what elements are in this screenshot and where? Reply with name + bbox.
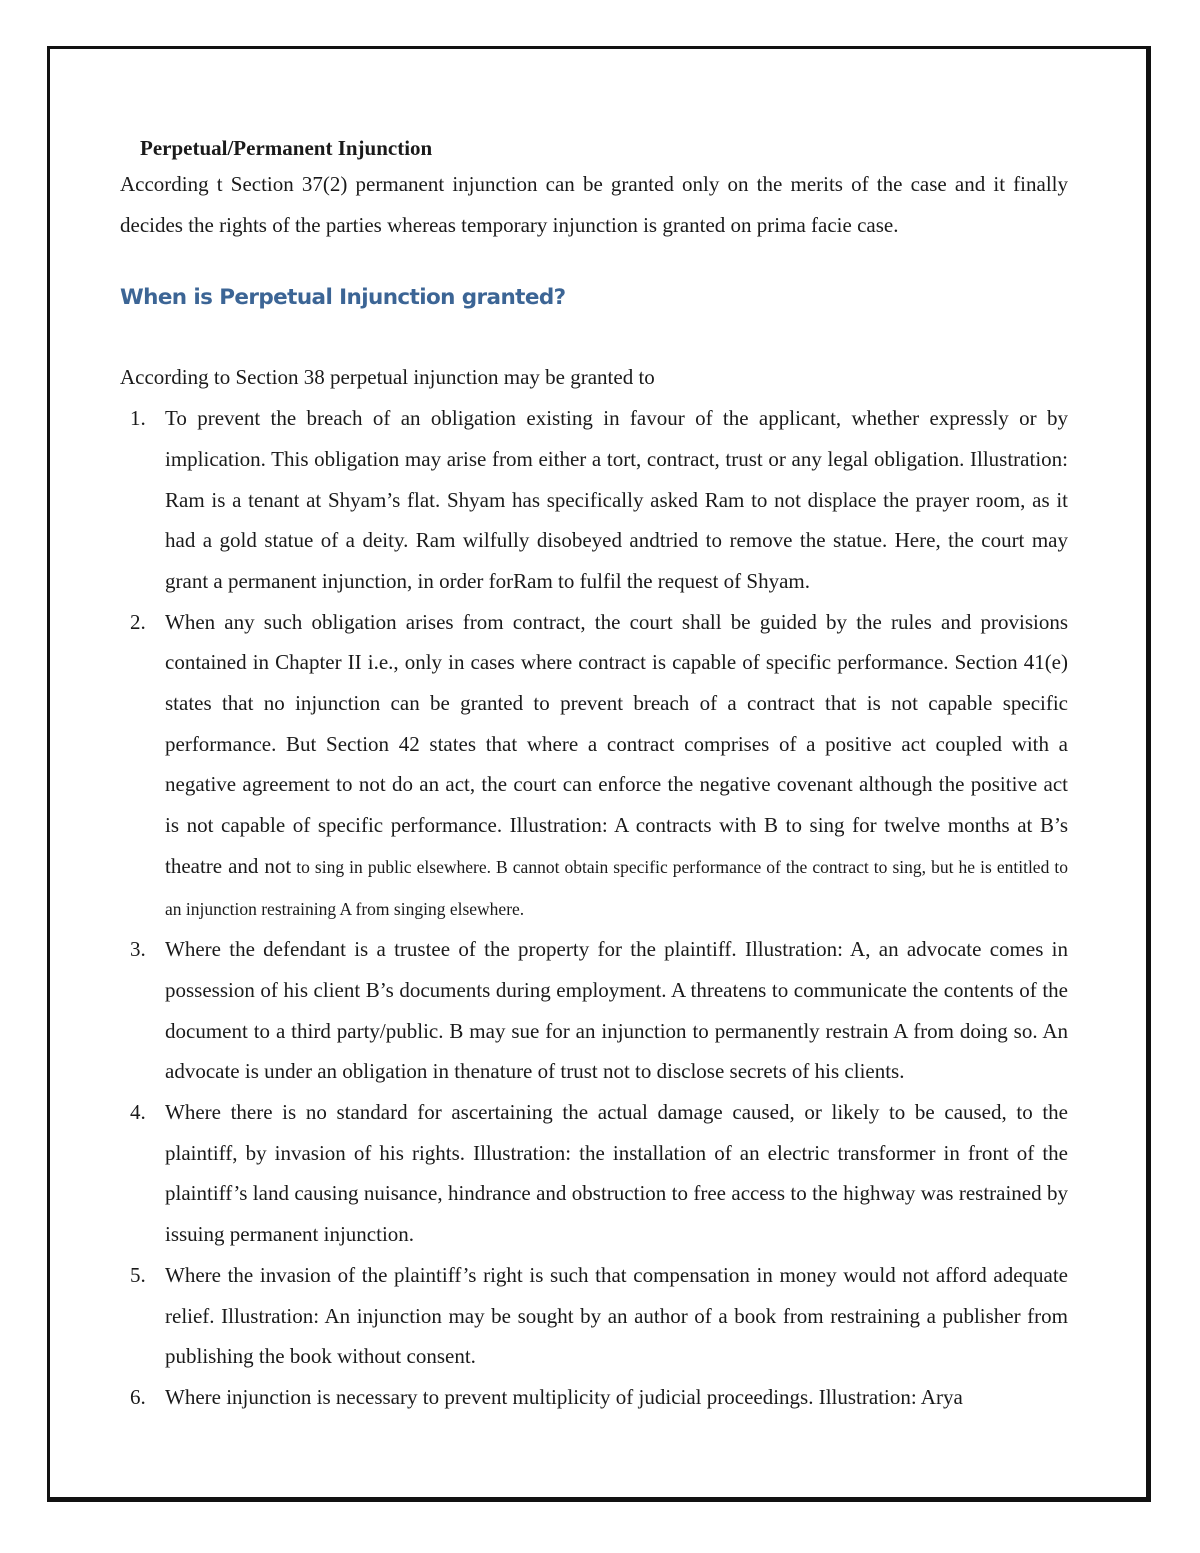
list-text: Where there is no standard for ascertaining the actual damage caused, or likely to be caused, to the plaintiff, by invasion of his rights. Illustration: the installation of an electric transformer in front of the plaintiff’s land causing nuisance, hindrance and obstruction to free access to the highway was restrained by issuing permanent injunction. <box>165 1100 1068 1247</box>
list-number: 6. <box>130 1384 146 1409</box>
list-number: 2. <box>130 609 146 634</box>
intro-paragraph: According t Section 37(2) permanent injunction can be granted only on the merits of the case and it finally decides the rights of the parties whereas temporary injunction is granted on prima facie case. <box>120 172 1068 237</box>
list-text-small: to sing in public elsewhere. B cannot obtain specific performance of the contract to sing, but he is entitled to an injunction restraining A from singing elsewhere. <box>165 856 1068 919</box>
list-number: 1. <box>130 406 146 431</box>
list-item <box>120 929 1068 1092</box>
list-number: 3. <box>130 937 146 962</box>
document-title: Perpetual/Permanent Injunction <box>140 136 433 160</box>
list-item <box>120 1255 1068 1377</box>
list-number: 5. <box>130 1262 146 1287</box>
list-item <box>120 602 1068 930</box>
list-text: Where the defendant is a trustee of the property for the plaintiff. Illustration: A, an advocate comes in possession of his client B’s documents during employment. A threatens to communicate the contents of the document to a third party/public. B may sue for an injunction to permanently restrain A from doing so. An advocate is under an obligation in thenature of trust not to disclose secrets of his clients. <box>165 937 1068 1084</box>
list-text: When any such obligation arises from contract, the court shall be guided by the rules and provisions contained in Chapter II i.e., only in cases where contract is capable of specific performance. Section 41(e) states that no injunction can be granted to prevent breach of a contract that is not capable specific performance. But Section 42 states that where a contract comprises of a positive act coupled with a negative agreement to not do an act, the court can enforce the negative covenant although the positive act is not capable of specific performance. Illustration: A contracts with B to sing for twelve months at B’s theatre and not <box>165 609 1068 878</box>
list-text: To prevent the breach of an obligation existing in favour of the applicant, whether expressly or by implication. This obligation may arise from either a tort, contract, trust or any legal obligation. Illustration: Ram is a tenant at Shyam’s flat. Shyam has specifically asked Ram to not displace the prayer room, as it had a gold statue of a deity. Ram wilfully disobeyed andtried to remove the statue. Here, the court may grant a permanent injunction, in order forRam to fulfil the request of Shyam. <box>165 406 1068 593</box>
list-text: Where injunction is necessary to prevent multiplicity of judicial proceedings. Illustration: Arya <box>165 1384 963 1409</box>
list-item <box>120 398 1068 602</box>
document-body <box>120 132 1068 1418</box>
section-intro: According to Section 38 perpetual injunction may be granted to <box>120 365 655 390</box>
list-item <box>120 1377 1068 1418</box>
section-heading: When is Perpetual Injunction granted? <box>120 285 566 311</box>
list-number: 4. <box>130 1100 146 1125</box>
numbered-list <box>120 398 1068 1418</box>
list-item <box>120 1092 1068 1255</box>
list-text: Where the invasion of the plaintiff’s right is such that compensation in money would not afford adequate relief. Illustration: An injunction may be sought by an author of a book from restraining a publisher from publishing the book without consent. <box>165 1262 1068 1369</box>
